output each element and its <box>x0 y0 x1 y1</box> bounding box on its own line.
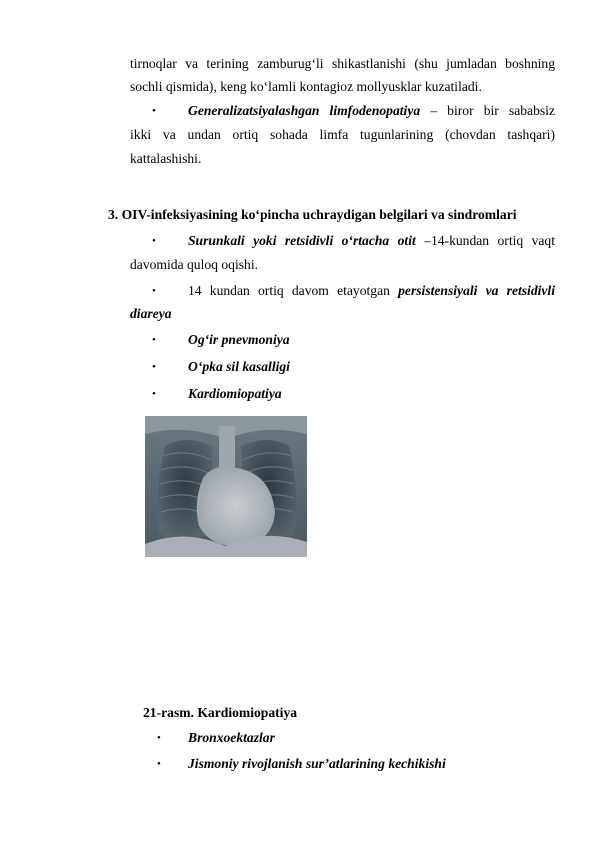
bullet-otit-line2: davomida quloq oqishi. <box>130 257 258 272</box>
bullet-generalized-rest: – biror bir sababsiz <box>420 103 555 118</box>
bullet-icon: • <box>152 361 156 373</box>
bullet-generalized-line2: ikki va undan ortiq sohada limfa tugunlarining (chovdan tashqari) <box>130 127 555 142</box>
bullet-generalized-line1 <box>188 103 555 119</box>
bullet-icon: • <box>152 105 156 117</box>
bullet-jismoniy-rivojlanish: Jismoniy rivojlanish sur’atlarining kechikishi <box>188 756 446 771</box>
bullet-icon: • <box>152 388 156 400</box>
para1-line2: sochli qismida), keng ko‘lamli kontagioz mollyusklar kuzatiladi. <box>130 79 482 94</box>
chest-xray-image <box>145 416 307 557</box>
para1-line1: tirnoqlar va terining zamburug‘li shikastlanishi (shu jumladan boshning <box>130 56 555 71</box>
section-3-heading: 3. OIV-infeksiyasining ko‘pincha uchraydigan belgilari va sindromlari <box>108 207 517 222</box>
bullet-kardiomiopatiya: Kardiomiopatiya <box>188 386 282 401</box>
bullet-generalized-line3: kattalashishi. <box>130 151 202 166</box>
chest-xray-drawing <box>145 416 307 557</box>
bullet-icon: • <box>152 285 156 297</box>
bullet-generalized-term: Generalizatsiyalashgan limfodenopatiya <box>188 103 421 118</box>
bullet-bronxoektazlar: Bronxoektazlar <box>188 730 275 745</box>
bullet-diareya-term: persistensiyali va retsidivli <box>398 283 555 298</box>
bullet-diareya-line1 <box>188 283 555 299</box>
bullet-otit-rest: –14-kundan ortiq vaqt <box>415 233 555 248</box>
bullet-icon: • <box>152 235 156 247</box>
bullet-icon: • <box>152 334 156 346</box>
bullet-icon: • <box>157 758 161 770</box>
bullet-otit-line1 <box>188 233 555 249</box>
bullet-diareya-pre: 14 kundan ortiq davom etayotgan <box>188 283 399 298</box>
bullet-opka-sil: O‘pka sil kasalligi <box>188 359 290 374</box>
bullet-icon: • <box>157 732 161 744</box>
bullet-otit-term: Surunkali yoki retsidivli o‘rtacha otit <box>188 233 416 248</box>
bullet-pnevmoniya: Og‘ir pnevmoniya <box>188 332 290 347</box>
bullet-diareya-line2: diareya <box>130 306 172 321</box>
figure-caption: 21-rasm. Kardiomiopatiya <box>143 705 298 720</box>
